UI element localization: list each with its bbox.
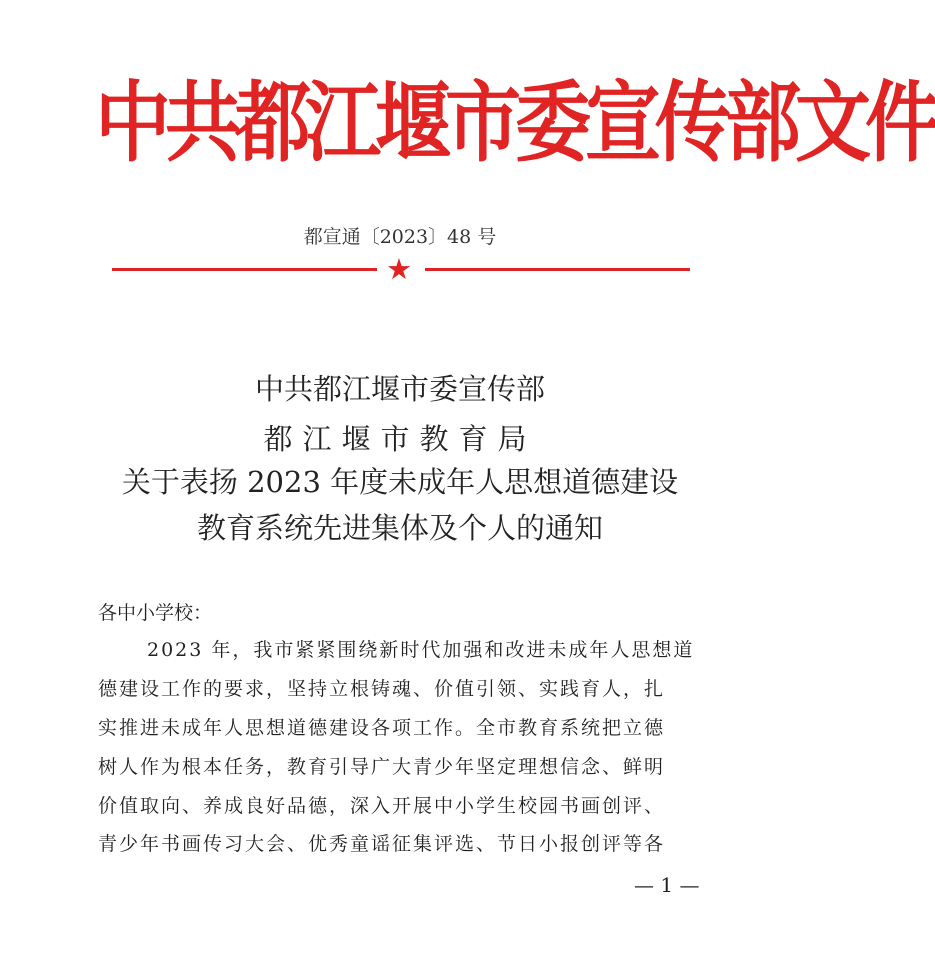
body-line-3: 实推进未成年人思想道德建设各项工作。全市教育系统把立德 bbox=[98, 717, 666, 739]
title-subject-2: 教育系统先进集体及个人的通知 bbox=[196, 511, 603, 545]
title-issuer-2: 都江堰市教育局 bbox=[263, 422, 537, 456]
body-line-1: 2023 年，我市紧紧围绕新时代加强和改进未成年人思想道 bbox=[147, 639, 695, 661]
document-masthead: 中共都江堰市委宣传部文件 bbox=[95, 71, 935, 174]
red-star-icon: ★ bbox=[386, 252, 412, 286]
body-line-2: 德建设工作的要求，坚持立根铸魂、价值引领、实践育人，扎 bbox=[98, 678, 666, 700]
red-rule-left bbox=[112, 268, 377, 271]
title-subject-1: 关于表扬 2023 年度未成年人思想道德建设 bbox=[121, 465, 679, 499]
salutation: 各中小学校： bbox=[98, 602, 213, 624]
red-rule-right bbox=[425, 268, 690, 271]
title-issuer-1: 中共都江堰市委宣传部 bbox=[254, 372, 545, 406]
body-line-4: 树人作为根本任务，教育引导广大青少年坚定理想信念、鲜明 bbox=[98, 756, 666, 778]
page-number: — 1 — bbox=[634, 873, 700, 897]
body-line-5: 价值取向、养成良好品德，深入开展中小学生校园书画创评、 bbox=[98, 795, 666, 817]
body-line-6: 青少年书画传习大会、优秀童谣征集评选、节日小报创评等各 bbox=[98, 833, 666, 855]
document-number: 都宣通〔2023〕48 号 bbox=[303, 226, 497, 248]
